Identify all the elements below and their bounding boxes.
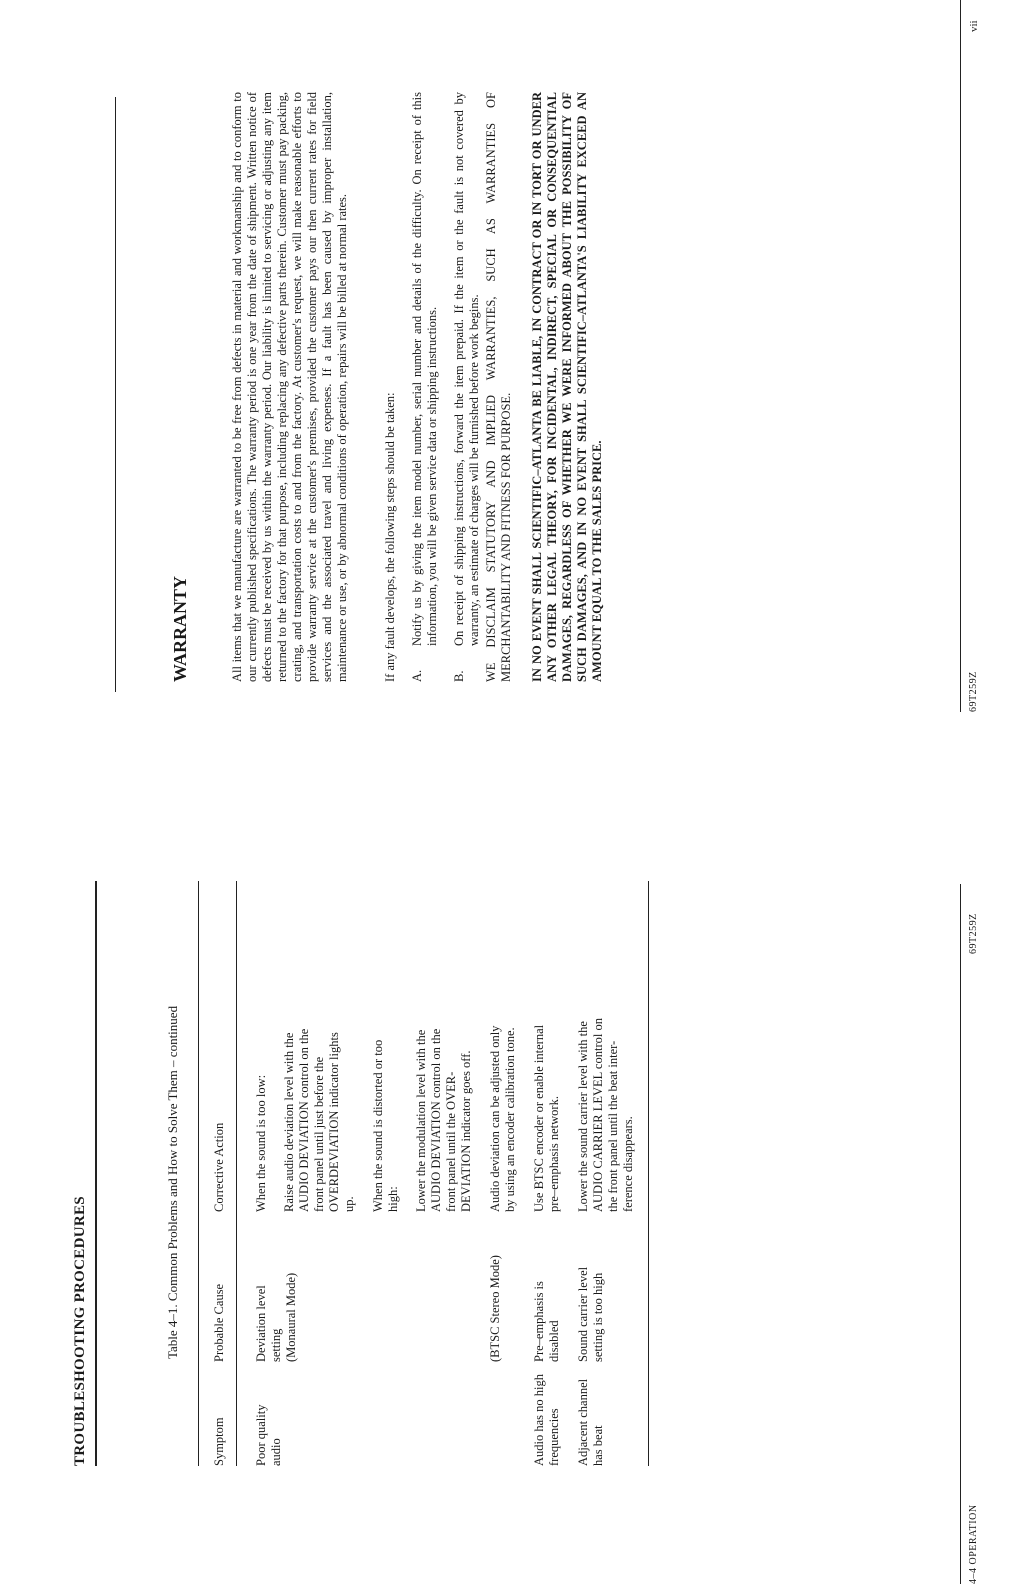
action-preemphasis: Use BTSC encoder or enable internal pre–emphasis network. (532, 1024, 561, 1212)
footer-section: 4–4 OPERATION (968, 1504, 979, 1584)
section-title: TROUBLESHOOTING PROCEDURES (72, 1196, 88, 1466)
symptom-adjacent-beat: Adjacent channel has beat (576, 1378, 605, 1466)
title-rule (95, 881, 97, 1466)
warranty-top-rule (115, 97, 116, 692)
table-rule-mid (236, 881, 237, 1466)
cause-carrier-level: Sound carrier level setting is too high (576, 1266, 605, 1362)
left-page (0, 792, 1022, 1584)
footer-rule-right (960, 0, 961, 712)
cause-btsc: (BTSC Stereo Mode) (488, 1255, 502, 1362)
symptom-no-high-freq: Audio has no high frequencies (532, 1373, 561, 1466)
symptom-poor-audio: Poor quality audio (254, 1404, 283, 1466)
action-btsc: Audio deviation can be adjusted only by using an encoder calibration tone. (488, 1025, 517, 1212)
step-a-text: Notify us by giving the item model number, serial number and details of the difficulty. On receipt of this information, you will be given service data or shipping instructions. (410, 92, 439, 646)
warranty-paragraph: All items that we manufacture are warranted to be free from defects in material and workmanship and to conform to our currently published specifications. The warranty period is one year from the date of shipment. Written notice of defects must be received by us within the warranty period. Our liability is limited to servicing or adjusting any item returned to the factory for that purpose, including replacing any defective parts therein. Customer must pay packing, crating, and transportation costs to and from the factory. At customer's request, we will make reasonable efforts to provide warranty service at the customer's premises, provided the customer pays our then current rates for field services and the associated travel and living expenses. If a fault has been caused by improper installation, maintenance or use, or by abnormal conditions of operation, repairs will be billed at normal rates. (230, 92, 349, 682)
header-symptom: Symptom (212, 1417, 226, 1466)
table-rule-top (198, 881, 199, 1466)
liability-limitation: IN NO EVENT SHALL SCIENTIFIC–ATLANTA BE LIABLE, IN CONTRACT OR IN TORT OR UNDER ANY OTHER LEGAL THEORY, FOR INCIDENTAL, INDIRECT, SPECIAL OR CONSEQUENTIAL DAMAGES, REGARDLESS OF WHETHER WE WERE INFORMED ABOUT THE POSSIBILITY OF SUCH DAMAGES, AND IN NO EVENT SHALL SCIENTIFIC–ATLANTA'S LIABILITY EXCEED AN AMOUNT EQUAL TO THE SALES PRICE. (530, 92, 604, 682)
action-carrier-level: Lower the sound carrier level with the AUDIO CARRIER LEVEL control on the front panel until the beat inter- ference disappears. (576, 1018, 635, 1212)
action-low-intro: When the sound is too low: (254, 1074, 268, 1212)
header-action: Corrective Action (212, 1122, 226, 1212)
step-b-letter: B. (452, 670, 466, 682)
header-cause: Probable Cause (212, 1283, 226, 1362)
page-number: vii (968, 20, 980, 32)
table-rule-bottom (648, 881, 649, 1466)
footer-docnum-left: 69T259Z (968, 913, 979, 954)
footer-docnum-right: 69T259Z (968, 671, 979, 712)
footer-rule-left (960, 884, 961, 1584)
disclaimer: WE DISCLAIM STATUTORY AND IMPLIED WARRANTIES, SUCH AS WARRANTIES OF MERCHANTABILITY AND FITNESS FOR PURPOSE. (484, 92, 513, 682)
action-lower-modulation: Lower the modulation level with the AUDIO DEVIATION control on the front panel until the OVER- DEVIATION indicator goes off. (414, 1028, 473, 1212)
table-caption: Table 4–1. Common Problems and How to Solve Them – continued (165, 1005, 180, 1359)
step-b-text: On receipt of shipping instructions, forward the item prepaid. If the item or the fault is not covered by warranty, an estimate of charges will be furnished before work begins. (452, 92, 481, 646)
step-a-letter: A. (410, 669, 424, 682)
cause-preemphasis: Pre–emphasis is disabled (532, 1281, 561, 1362)
action-high-intro: When the sound is distorted or too high: (371, 1039, 400, 1212)
action-raise-deviation: Raise audio deviation level with the AUDIO DEVIATION control on the front panel until just before the OVERDEVIATION indicator lights up. (282, 1028, 356, 1212)
warranty-title: WARRANTY (170, 575, 190, 682)
fault-steps-intro: If any fault develops, the following steps should be taken: (383, 392, 397, 682)
cause-deviation-mono: Deviation level setting (Monaural Mode) (254, 1272, 298, 1362)
